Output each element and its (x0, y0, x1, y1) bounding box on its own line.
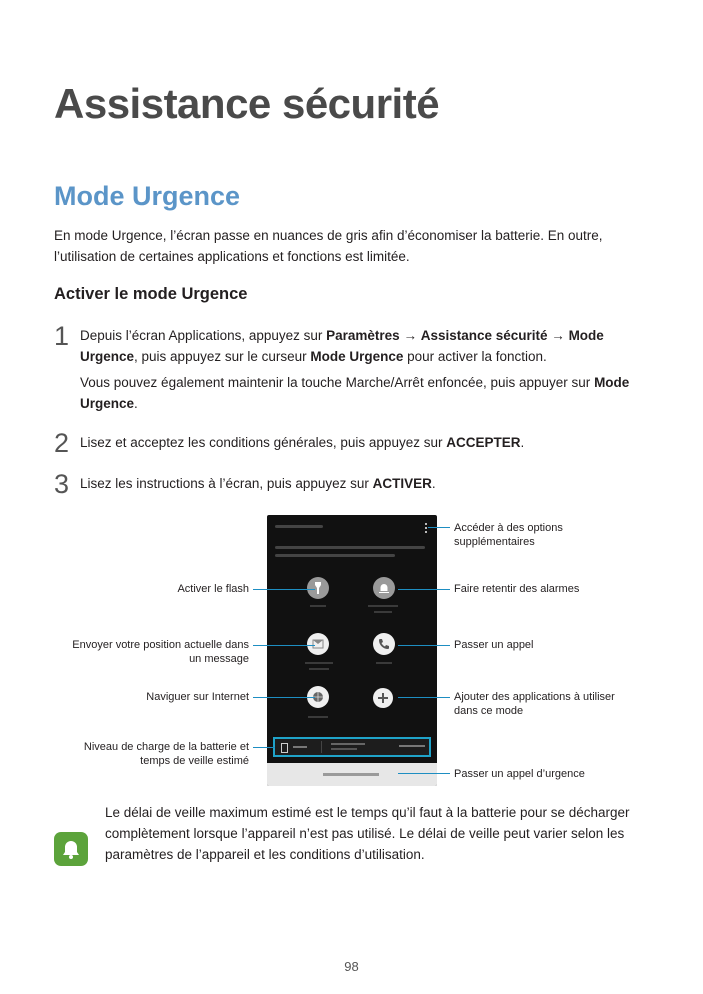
standby-time-text (331, 748, 357, 750)
page-number: 98 (344, 959, 359, 974)
more-options-icon (425, 523, 428, 533)
callout-line (253, 589, 315, 590)
emergency-call-button[interactable] (267, 763, 437, 786)
callout-line (398, 773, 450, 774)
alarm-icon (373, 577, 395, 599)
more-text (399, 745, 425, 747)
intro-paragraph: En mode Urgence, l’écran passe en nuances de gris afin d’économiser la batterie. En outre, l’utilisation de certaines applications et fonctions est limitée. (54, 228, 603, 264)
callout-add-apps: Ajouter des applications à utiliser dans ce mode (454, 691, 615, 717)
standby-time-text (331, 743, 365, 745)
screen-desc-line (275, 546, 425, 549)
callout-line (253, 747, 275, 748)
divider (321, 741, 322, 753)
add-icon (373, 688, 393, 708)
callout-internet: Naviguer sur Internet (146, 691, 249, 703)
callout-battery: Niveau de charge de la batterie et temps de veille estimé (83, 741, 249, 767)
screen-label (305, 662, 333, 664)
screen-title-bar (275, 525, 323, 528)
battery-icon (281, 743, 288, 753)
phone-screenshot (267, 515, 437, 786)
screen-desc-line (275, 554, 395, 557)
callout-location: Envoyer votre position actuelle dans un message (72, 639, 249, 665)
step-number: 2 (54, 428, 70, 458)
battery-status-strip (273, 737, 431, 757)
callout-line (398, 697, 450, 698)
screen-label (310, 605, 326, 607)
phone-icon (373, 633, 395, 655)
screen-label (376, 662, 392, 664)
step-text: Lisez et acceptez les conditions générales, puis appuyez sur ACCEPTER. (80, 435, 525, 450)
step-extra-text: Vous pouvez également maintenir la touche Marche/Arrêt enfoncée, puis appuyer sur Mode Urgence. (80, 375, 630, 411)
screen-label (368, 605, 398, 607)
section-title: Mode Urgence (54, 181, 241, 211)
callout-line (428, 527, 450, 528)
callout-emergency-call: Passer un appel d’urgence (454, 768, 585, 780)
callout-more-options: Accéder à des options supplémentaires (454, 522, 563, 548)
battery-level-text (293, 746, 307, 748)
emergency-call-label (323, 773, 379, 776)
note-text: Le délai de veille maximum estimé est le temps qu’il faut à la batterie pour se décharger complètement lorsque l’appareil n’est pas utilisé. Le délai de veille peut varier selon les paramètres de l’appareil et les conditions d’utilisation. (105, 805, 630, 862)
screen-label (308, 716, 328, 718)
callout-alarm: Faire retentir des alarmes (454, 583, 580, 595)
callout-call: Passer un appel (454, 639, 534, 651)
screen-label (374, 611, 392, 613)
callout-line (398, 645, 450, 646)
bell-icon (54, 832, 88, 866)
procedure-title: Activer le mode Urgence (54, 285, 248, 303)
step-number: 1 (54, 321, 70, 351)
flashlight-icon (307, 577, 329, 599)
share-location-icon (307, 633, 329, 655)
callout-line (253, 645, 315, 646)
callout-line (398, 589, 450, 590)
callout-flash: Activer le flash (177, 583, 249, 595)
screen-label (309, 668, 329, 670)
step-text: Depuis l’écran Applications, appuyez sur Paramètres → Assistance sécurité → Mode Urgence, puis appuyez sur le curseur Mode Urgence pour activer la fonction. (80, 328, 604, 364)
page-title: Assistance sécurité (54, 80, 440, 127)
step-number: 3 (54, 469, 70, 499)
step-text: Lisez les instructions à l’écran, puis appuyez sur ACTIVER. (80, 476, 436, 491)
callout-line (253, 697, 315, 698)
